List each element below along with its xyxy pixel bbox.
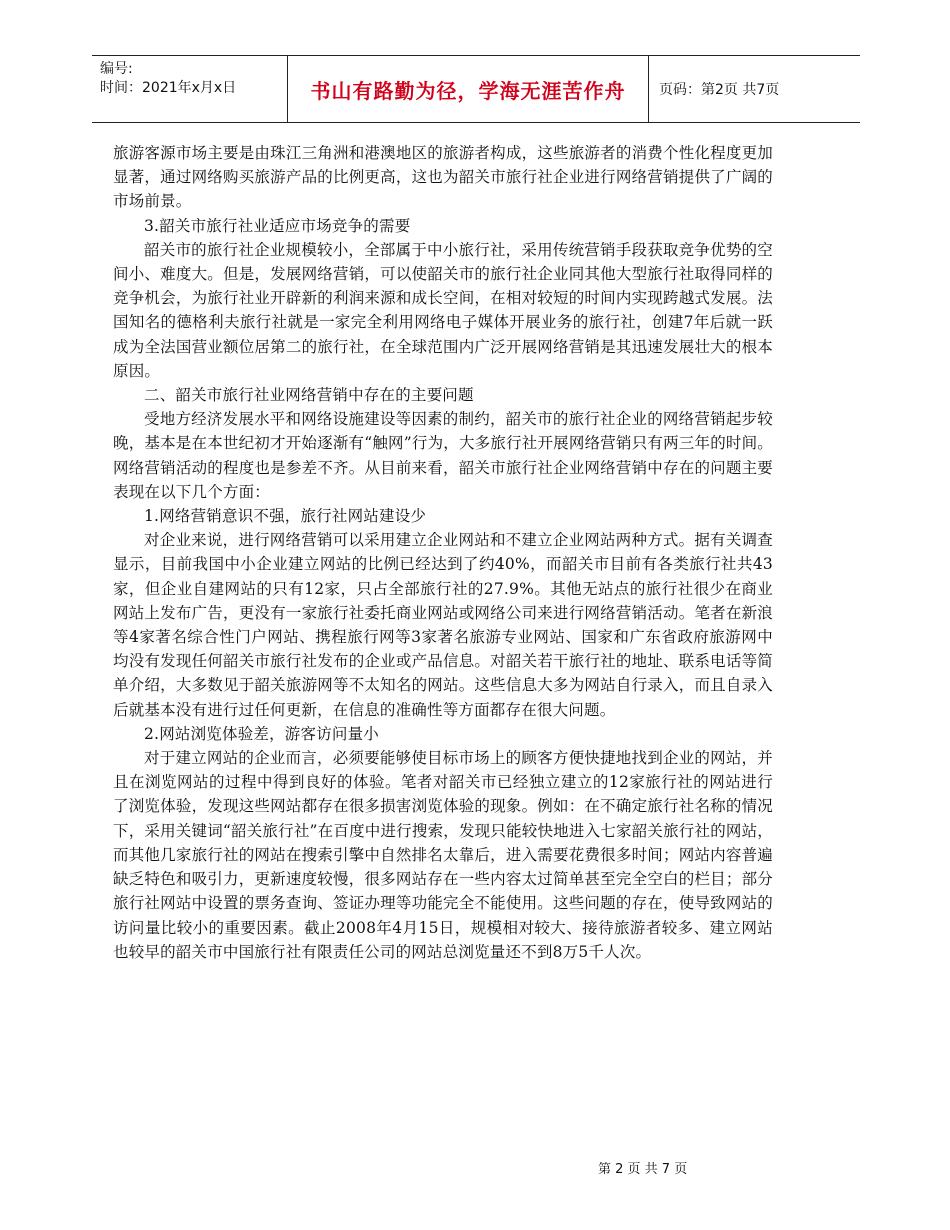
document-number-label: 编号: xyxy=(100,61,133,77)
header-motto: 书山有路勤为径，学海无涯苦作舟 xyxy=(310,78,626,103)
document-body xyxy=(113,141,773,964)
body-paragraph: 2.网站浏览体验差，游客访问量小 xyxy=(144,724,379,743)
header-meta xyxy=(100,60,290,98)
body-paragraph: 韶关市的旅行社企业规模较小，全部属于中小旅行社，采用传统营销手段获取竞争优势的空间小、难度大。但是，发展网络营销，可以使韶关市的旅行社企业同其他大型旅行社取得同样的竞争机会，为旅行社业开辟新的利润来源和成长空间，在相对较短的时间内实现跨越式发展。法国知名的德格利夫旅行社就是一家完全利用网络电子媒体开展业务的旅行社，创建7年后就一跃成为全法国营业额位居第二的旅行社，在全球范围内广泛开展网络营销是其迅速发展壮大的根本原因。 xyxy=(113,240,773,380)
body-paragraph: 3.韶关市旅行社业适应市场竞争的需要 xyxy=(144,216,411,235)
document-time: 时间：2021年x月x日 xyxy=(100,80,237,96)
header-page-info: 页码：第2页 共7页 xyxy=(659,82,780,98)
body-paragraph: 对企业来说，进行网络营销可以采用建立企业网站和不建立企业网站两种方式。据有关调查显示，目前我国中小企业建立网站的比例已经达到了约40%，而韶关市目前有各类旅行社共43家，但企业自建网站的只有12家，只占全部旅行社的27.9%。其他无站点的旅行社很少在商业网站上发布广告，更没有一家旅行社委托商业网站或网络公司来进行网络营销活动。笔者在新浪等4家著名综合性门户网站、携程旅行网等3家著名旅游专业网站、国家和广东省政府旅游网中均没有发现任何韶关市旅行社发布的企业或产品信息。对韶关若干旅行社的地址、联系电话等简单介绍，大多数见于韶关旅游网等不太知名的网站。这些信息大多为网站自行录入，而且自录入后就基本没有进行过任何更新，在信息的准确性等方面都存在很大问题。 xyxy=(113,531,773,719)
body-paragraph: 对于建立网站的企业而言，必须要能够使目标市场上的顾客方便快捷地找到企业的网站，并且在浏览网站的过程中得到良好的体验。笔者对韶关市已经独立建立的12家旅行社的网站进行了浏览体验，发现这些网站都存在很多损害浏览体验的现象。例如：在不确定旅行社名称的情况下，采用关键词“韶关旅行社”在百度中进行搜索，发现只能较快地进入七家韶关旅行社的网站，而其他几家旅行社的网站在搜索引擎中自然排名太靠后，进入需要花费很多时间；网站内容普遍缺乏特色和吸引力，更新速度较慢，很多网站存在一些内容太过简单甚至完全空白的栏目；部分旅行社网站中设置的票务查询、签证办理等功能完全不能使用。这些问题的存在，使导致网站的访问量比较小的重要因素。截止2008年4月15日，规模相对较大、接待旅游者较多、建立网站也较早的韶关市中国旅行社有限责任公司的网站总浏览量还不到8万5千人次。 xyxy=(113,749,773,961)
header-divider xyxy=(648,56,649,122)
page-footer-number: 第 2 页 共 7 页 xyxy=(598,1162,688,1177)
page-header xyxy=(92,55,860,123)
body-paragraph: 1.网络营销意识不强，旅行社网站建设少 xyxy=(144,507,427,526)
body-paragraph: 旅游客源市场主要是由珠江三角洲和港澳地区的旅游者构成，这些旅游者的消费个性化程度更加显著，通过网络购买旅游产品的比例更高，这也为韶关市旅行社企业进行网络营销提供了广阔的市场前景。 xyxy=(113,144,773,211)
body-paragraph: 二、韶关市旅行社业网络营销中存在的主要问题 xyxy=(144,386,474,405)
body-paragraph: 受地方经济发展水平和网络设施建设等因素的制约，韶关市的旅行社企业的网络营销起步较晚，基本是在本世纪初才开始逐渐有“触网”行为，大多旅行社开展网络营销只有两三年的时间。网络营销活动的程度也是参差不齐。从目前来看，韶关市旅行社企业网络营销中存在的问题主要表现在以下几个方面： xyxy=(113,410,773,501)
